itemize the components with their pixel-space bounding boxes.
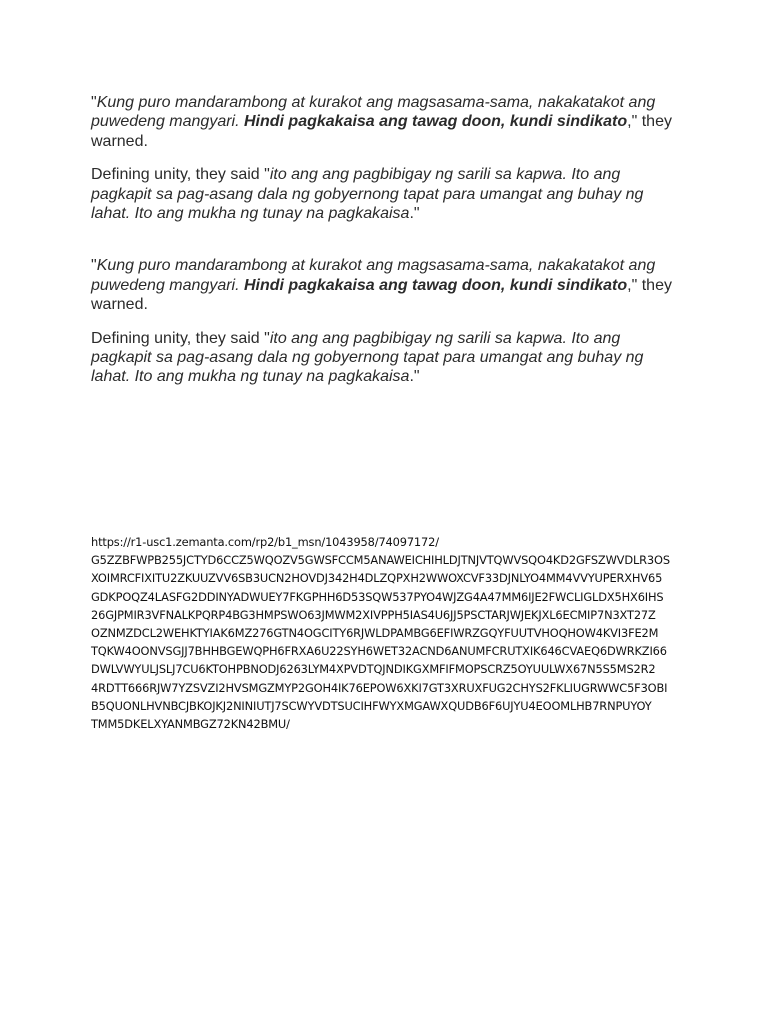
- definition-close: .": [409, 368, 420, 386]
- quote-bold-text: Hindi pagkakaisa ang tawag doon, kundi sindikato: [243, 276, 628, 294]
- definition-italic-text: ito ang ang pagbibigay ng sarili sa kapwa. Ito ang pagkapit sa pag-asang dala ng gobyernong tapat para umangat ang buhay ng lahat. Ito ang mukha ng tunay na pagkakaisa: [91, 166, 648, 223]
- url-line: TQKW4OONVSGJJ7BHHBGEWQPH6FRXA6U22SYH6WET32ACND6ANUMFCRUTXIK646CVAEQ6DWRKZI66: [91, 644, 667, 659]
- url-line: B5QUONLHVNBCJBKOJKJ2NINIUTJ7SCWYVDTSUCIHFWYXMGAWXQUDB6F6UJYU4EOOMLHB7RNPUYOY: [91, 698, 652, 713]
- definition-lead: Defining unity, they said ": [91, 329, 270, 347]
- url-line: https://r1-usc1.zemanta.com/rp2/b1_msn/1043958/74097172/: [91, 535, 439, 549]
- quote-italic-text: Kung puro mandarambong at kurakot ang magsasama-sama, nakakatakot ang puwedeng mangyari.: [91, 94, 660, 131]
- url-line: 26GJPMIR3VFNALKPQRP4BG3HMPSWO63JMWM2XIVPPH5IAS4U6JJ5PSCTARJWJEKJXL6ECMIP7N3XT27Z: [91, 607, 656, 622]
- url-line: TMM5DKELXYANMBGZ72KN42BMU/: [91, 717, 290, 732]
- quote-italic-text: Kung puro mandarambong at kurakot ang magsasama-sama, nakakatakot ang puwedeng mangyari.: [91, 257, 660, 294]
- tracking-url: [91, 533, 691, 733]
- quote-block-1: [91, 93, 681, 223]
- quote-bold-text: Hindi pagkakaisa ang tawag doon, kundi sindikato: [243, 113, 628, 131]
- definition-lead: Defining unity, they said ": [91, 166, 270, 184]
- url-line: GDKPOQZ4LASFG2DDINYADWUEY7FKGPHH6D53SQW537PYO4WJZG4A47MM6IJE2FWCLIGLDX5HX6IHS: [91, 589, 664, 604]
- document-body: [91, 93, 681, 387]
- url-line: G5ZZBFWPB255JCTYD6CCZ5WQOZV5GWSFCCM5ANAWEICHIHLDJTNJVTQWVSQO4KD2GFSZWVDLR3OS: [91, 553, 670, 568]
- url-line: 4RDTT666RJW7YZSVZI2HVSMGZMYP2GOH4IK76EPOW6XKI7GT3XRUXFUG2CHYS2FKLIUGRWWC5F3OBI: [91, 680, 668, 695]
- open-quote: ": [91, 94, 97, 111]
- open-quote: ": [91, 257, 97, 275]
- url-line: DWLVWYULJSLJ7CU6KTOHPBNODJ6263LYM4XPVDTQJNDIKGXMFIFMOPSCRZ5OYUULWX67N5S5MS2R2: [91, 662, 656, 677]
- quote-attribution: ," they warned.: [91, 276, 677, 314]
- quote-paragraph: [91, 93, 681, 151]
- quote-paragraph: [91, 256, 681, 314]
- url-line: OZNMZDCL2WEHKTYIAK6MZ276GTN4OGCITY6RJWLDPAMBG6EFIWRZGQYFUUTVHOQHOW4KVI3FE2M: [91, 626, 659, 641]
- definition-close: .": [409, 205, 420, 223]
- definition-italic-text: ito ang ang pagbibigay ng sarili sa kapwa. Ito ang pagkapit sa pag-asang dala ng gobyernong tapat para umangat ang buhay ng lahat. Ito ang mukha ng tunay na pagkakaisa: [91, 329, 648, 386]
- quote-block-2: [91, 256, 681, 386]
- url-line: XOIMRCFIXITU2ZKUUZVV6SB3UCN2HOVDJ342H4DLZQPXH2WWOXCVF33DJNLYO4MM4VVYUPERXHV65: [91, 571, 663, 586]
- definition-paragraph: [91, 329, 681, 387]
- definition-paragraph: [91, 165, 681, 223]
- quote-attribution: ," they warned.: [91, 113, 677, 150]
